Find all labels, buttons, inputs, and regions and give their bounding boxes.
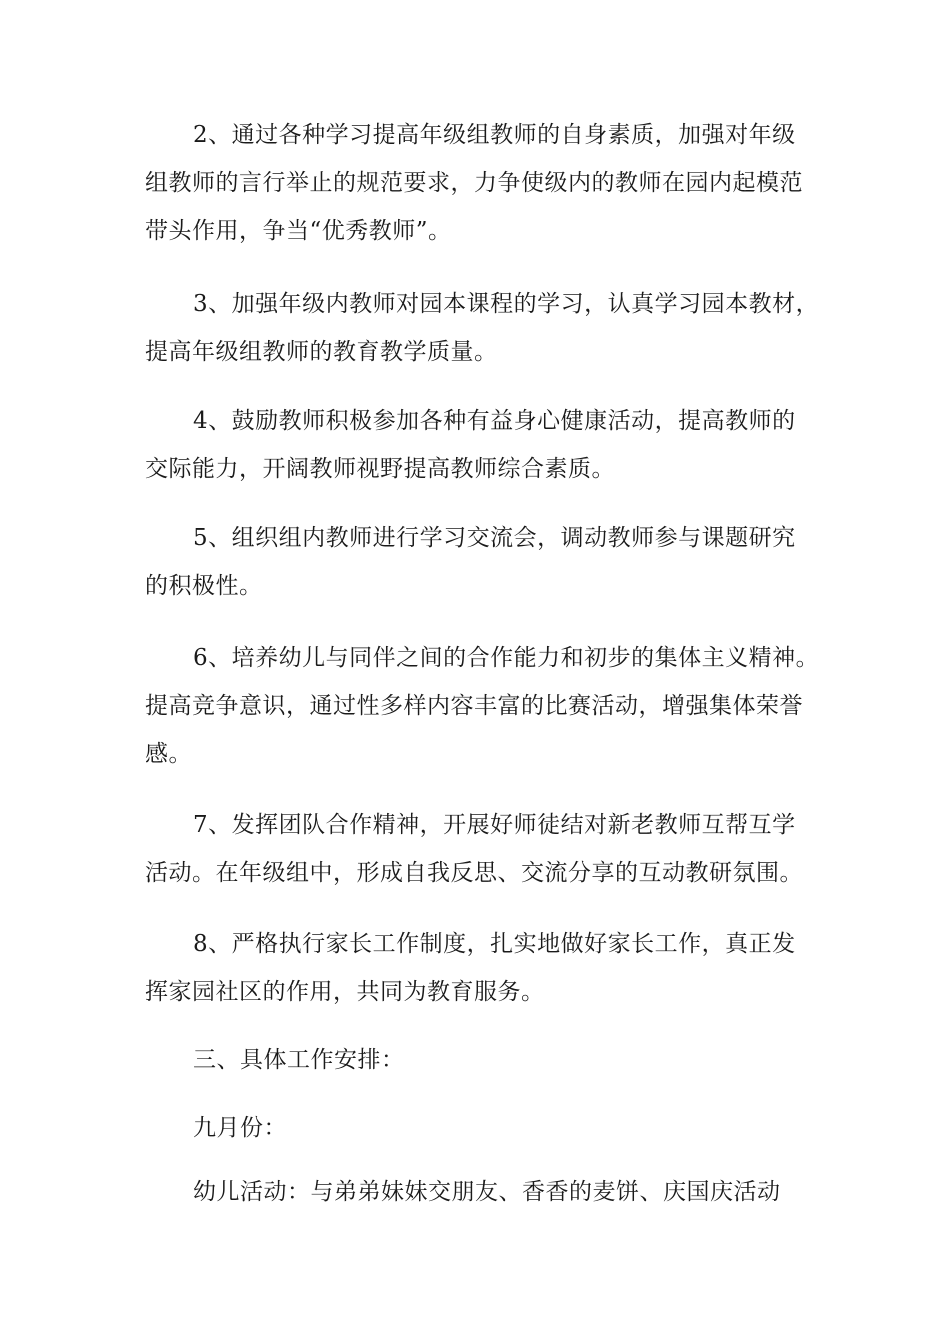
paragraph-3-line-1: 3、加强年级内教师对园本课程的学习，认真学习园本教材， <box>193 291 820 317</box>
children-activities-line: 幼儿活动：与弟弟妹妹交朋友、香香的麦饼、庆国庆活动 <box>193 1179 781 1205</box>
paragraph-6-line-1: 6、培养幼儿与同伴之间的合作能力和初步的集体主义精神。 <box>193 645 820 671</box>
section-heading-work-arrangement: 三、具体工作安排： <box>193 1047 405 1073</box>
paragraph-5-line-1: 5、组织组内教师进行学习交流会，调动教师参与课题研究 <box>193 525 796 551</box>
paragraph-2-line-3: 带头作用，争当“优秀教师”。 <box>145 218 452 244</box>
paragraph-7-line-2: 活动。在年级组中，形成自我反思、交流分享的互动教研氛围。 <box>145 860 803 886</box>
month-heading-september: 九月份： <box>193 1115 287 1141</box>
paragraph-8-line-1: 8、严格执行家长工作制度，扎实地做好家长工作，真正发 <box>193 931 796 957</box>
paragraph-2-line-2: 组教师的言行举止的规范要求，力争使级内的教师在园内起模范 <box>145 170 803 196</box>
paragraph-2-line-1: 2、通过各种学习提高年级组教师的自身素质，加强对年级 <box>193 122 796 148</box>
paragraph-3-line-2: 提高年级组教师的教育教学质量。 <box>145 339 498 365</box>
paragraph-5-line-2: 的积极性。 <box>145 573 263 599</box>
paragraph-8-line-2: 挥家园社区的作用，共同为教育服务。 <box>145 979 545 1005</box>
paragraph-6-line-2: 提高竞争意识，通过性多样内容丰富的比赛活动，增强集体荣誉 <box>145 693 803 719</box>
paragraph-4-line-2: 交际能力，开阔教师视野提高教师综合素质。 <box>145 456 615 482</box>
paragraph-6-line-3: 感。 <box>145 741 192 767</box>
paragraph-7-line-1: 7、发挥团队合作精神，开展好师徒结对新老教师互帮互学 <box>193 812 796 838</box>
paragraph-4-line-1: 4、鼓励教师积极参加各种有益身心健康活动，提高教师的 <box>193 408 796 434</box>
